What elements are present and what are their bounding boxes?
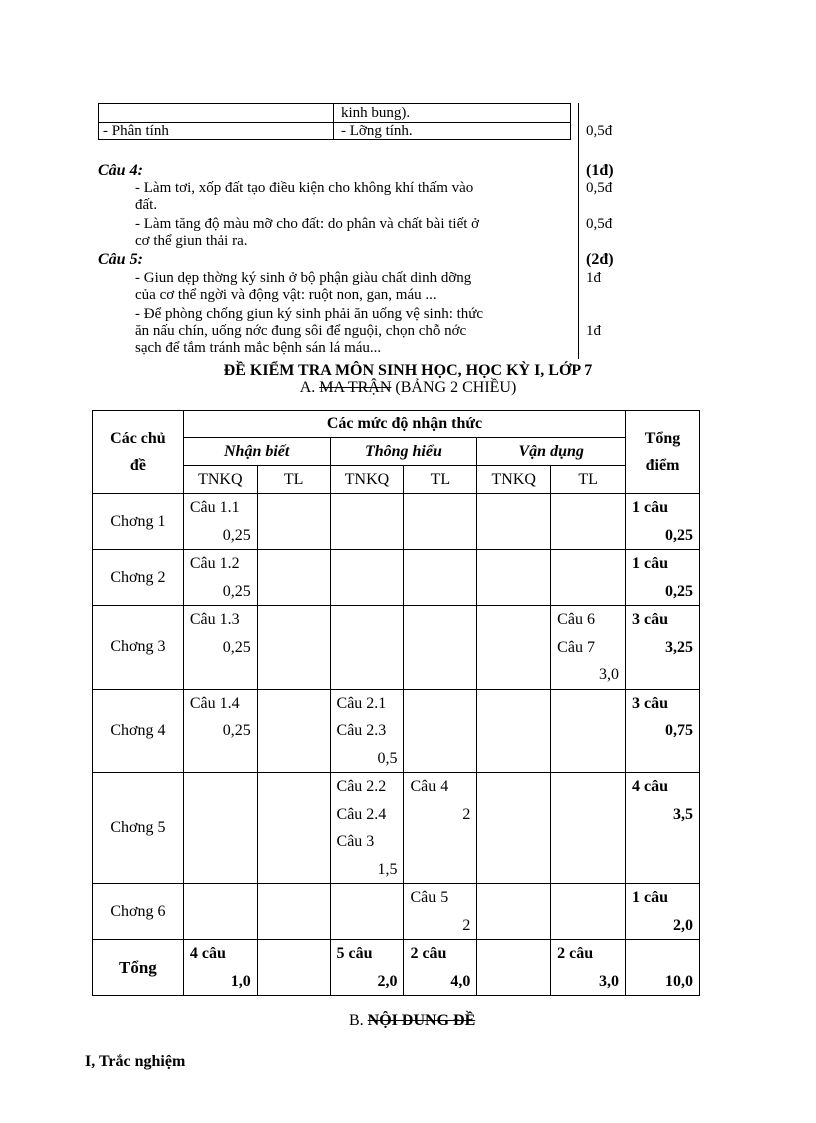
section-a-struck: MA TRẬN [319, 379, 392, 396]
topic-cell: Chơng 4 [93, 689, 184, 773]
cau4-item1-score: 0,5đ [586, 180, 613, 196]
cau4-item2-line1: - Làm tăng độ màu mỡ cho đất: do phân và chất bài tiết ở [135, 216, 480, 232]
cau5-item2-line3: sạch để tắm tránh mắc bệnh sán lá máu... [135, 340, 382, 356]
header-level-van-dung: Vận dụng [477, 438, 626, 466]
cau4-item1-line1: - Làm tơi, xốp đất tạo điều kiện cho không khí thấm vào [135, 180, 474, 196]
topic-cell: Chơng 6 [93, 884, 184, 940]
header-levels-title: Các mức độ nhận thức [183, 411, 625, 438]
cau5-item2-score: 1đ [586, 323, 601, 339]
section-a-suffix: (BẢNG 2 CHIỀU) [391, 379, 517, 396]
subcol-tl-1: TL [257, 466, 330, 494]
cau5-item2-line2: ăn nấu chín, uống nớc đung sôi để nguội, chọn chỗ nớc [135, 323, 467, 339]
top-table-row1-right: kinh bung). [341, 105, 411, 121]
table-row: Chơng 4 Câu 1.4 0,25 Câu 2.1 Câu 2.3 0,5 3 câu 0,75 [93, 689, 700, 773]
header-topic: Các chủ đề [93, 411, 184, 494]
topic-cell: Chơng 1 [93, 494, 184, 550]
cau4-item1-line2: đất. [135, 197, 158, 213]
cau5-title: Câu 5: [98, 251, 143, 268]
cau4-points: (1đ) [586, 162, 614, 179]
exam-title: ĐỀ KIỂM TRA MÔN SINH HỌC, HỌC KỲ I, LỚP 7 [223, 362, 593, 379]
subcol-tl-3: TL [551, 466, 626, 494]
matrix-table [92, 410, 700, 996]
cau5-item1-line1: - Giun dẹp thờng ký sinh ở bộ phận giàu chất dinh dỡng [135, 270, 472, 286]
top-table-row2-right: - Lỡng tính. [341, 123, 413, 139]
top-table-row2-left: - Phân tính [103, 123, 169, 139]
cau5-points: (2đ) [586, 251, 614, 268]
header-level-thong-hieu: Thông hiểu [330, 438, 477, 466]
cau5-item1-score: 1đ [586, 270, 601, 286]
table-row: Chơng 1 Câu 1.1 0,25 1 câu 0,25 [93, 494, 700, 550]
subcol-tnkq-1: TNKQ [183, 466, 257, 494]
header-total: Tổng điểm [626, 411, 700, 494]
total-label: Tổng [93, 940, 184, 996]
section-b-prefix: B. [349, 1012, 368, 1029]
topic-cell: Chơng 5 [93, 773, 184, 884]
cau4-item2-score: 0,5đ [586, 216, 613, 232]
cau5-item1-line2: của cơ thể ngời và động vật: ruột non, gan, máu ... [135, 287, 437, 303]
cau4-title: Câu 4: [98, 162, 143, 179]
grand-total: 10,0 [665, 972, 693, 990]
subcol-tnkq-3: TNKQ [477, 466, 551, 494]
section-a-heading [0, 379, 816, 396]
section-b-heading [349, 1012, 475, 1029]
total-row: Tổng 4 câu 1,0 5 câu 2,0 2 câu 4,0 2 câu 3,0 10,0 [93, 940, 700, 996]
section-a-prefix: A. [299, 379, 320, 396]
header-level-nhan-biet: Nhận biết [183, 438, 330, 466]
table-row: Chơng 6 Câu 5 2 1 câu 2,0 [93, 884, 700, 940]
table-row: Chơng 5 Câu 2.2 Câu 2.4 Câu 3 1,5 Câu 4 2 4 câu 3,5 [93, 773, 700, 884]
topic-cell: Chơng 2 [93, 550, 184, 606]
subcol-tnkq-2: TNKQ [330, 466, 404, 494]
top-table-row2-score: 0,5đ [586, 123, 613, 139]
subcol-tl-2: TL [404, 466, 477, 494]
table-row: Chơng 2 Câu 1.2 0,25 1 câu 0,25 [93, 550, 700, 606]
section-b-struck: NỘI DUNG ĐỀ [367, 1012, 476, 1029]
table-row: Chơng 3 Câu 1.3 0,25 Câu 6 Câu 7 3,0 3 câu 3,25 [93, 606, 700, 690]
part1-title: I, Trắc nghiệm [85, 1053, 186, 1070]
cau4-item2-line2: cơ thể giun thải ra. [135, 233, 248, 249]
cau5-item2-line1: - Để phòng chống giun ký sinh phải ăn uống vệ sinh: thức [135, 306, 484, 322]
topic-cell: Chơng 3 [93, 606, 184, 690]
